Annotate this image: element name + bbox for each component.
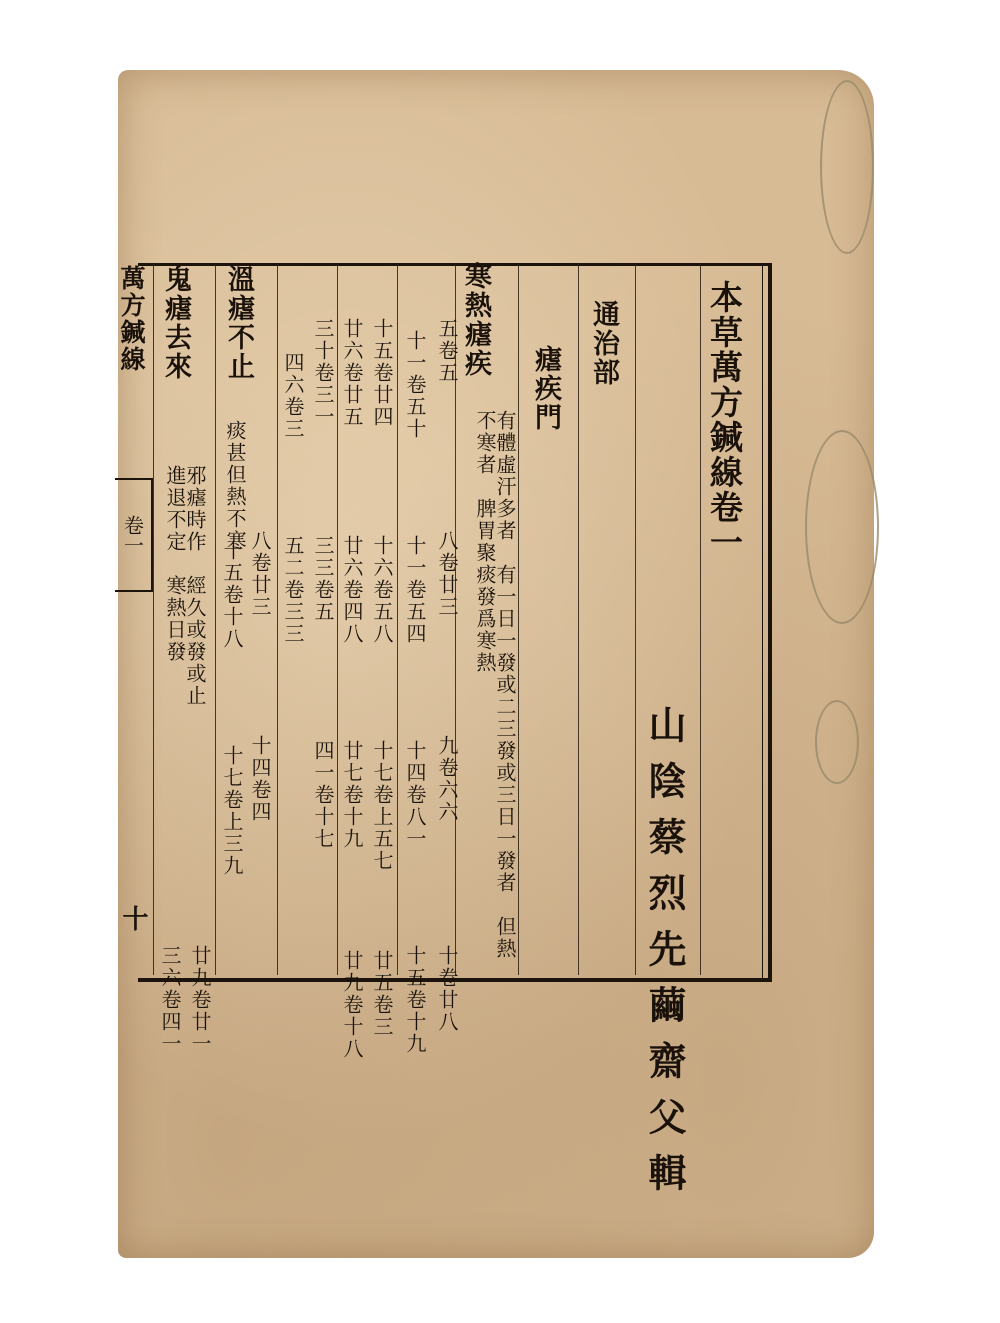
- binding-thread: [815, 700, 859, 784]
- entry-note: 有體虛汗多者 有一日一發或二三發或三日一發者 但熱不寒者 脾胃聚痰發爲寒熱: [473, 410, 517, 960]
- spine-title: 萬方鍼線: [117, 265, 146, 373]
- column-rule: [700, 263, 701, 975]
- reference-item: 十五卷廿四: [370, 318, 394, 428]
- column-rule: [215, 263, 216, 975]
- entry-note: 痰甚但熱不寒: [223, 420, 247, 552]
- reference-item: 廿六卷廿五: [340, 318, 364, 428]
- reference-item: 十四卷四: [248, 735, 272, 823]
- column-rule: [337, 263, 338, 975]
- reference-item: 十一卷五四: [403, 535, 427, 645]
- column-rule: [153, 263, 154, 975]
- page-number: 十: [118, 905, 148, 933]
- binding-thread: [805, 430, 879, 624]
- reference-item: 四一卷十七: [311, 740, 335, 850]
- column-rule: [578, 263, 579, 975]
- author-line: 山陰蔡烈先繭齋父輯: [642, 705, 687, 1209]
- chapter-heading: 瘧疾門: [530, 345, 561, 432]
- column-rule: [518, 263, 519, 975]
- reference-item: 廿七卷十九: [340, 740, 364, 850]
- reference-item: 三三卷五: [311, 535, 335, 623]
- reference-item: 五二卷三三: [281, 535, 305, 645]
- binding-thread: [820, 80, 874, 254]
- reference-item: 廿九卷廿一: [188, 945, 212, 1055]
- reference-item: 八卷廿三: [248, 530, 272, 618]
- reference-item: 八卷廿三: [435, 530, 459, 618]
- reference-item: 十六卷五八: [370, 535, 394, 645]
- reference-item: 十七卷上三九: [220, 745, 244, 877]
- reference-item: 九卷六六: [435, 735, 459, 823]
- reference-item: 三十卷三一: [311, 318, 335, 428]
- entry-heading: 寒熱瘧疾: [460, 262, 491, 378]
- spine-tab: 卷一: [115, 478, 153, 592]
- book-title: 本草萬方鍼線卷一: [705, 280, 744, 560]
- reference-item: 十一卷五十: [403, 330, 427, 440]
- reference-item: 十四卷八一: [403, 740, 427, 850]
- reference-item: 十卷廿八: [435, 945, 459, 1033]
- reference-item: 五卷五: [435, 318, 459, 384]
- reference-item: 十五卷十九: [403, 945, 427, 1055]
- column-rule: [277, 263, 278, 975]
- reference-item: 廿九卷十八: [340, 950, 364, 1060]
- reference-item: 三六卷四一: [158, 945, 182, 1055]
- reference-item: 十七卷上五七: [370, 740, 394, 872]
- entry-heading: 鬼瘧去來: [160, 265, 191, 381]
- reference-item: 十五卷十八: [220, 540, 244, 650]
- section-heading: 通治部: [588, 300, 619, 387]
- entry-heading: 溫瘧不止: [223, 265, 254, 381]
- column-rule: [635, 263, 636, 975]
- entry-note: 邪瘧時作 經久或發或止 進退不定 寒熱日發: [163, 465, 207, 729]
- column-rule: [397, 263, 398, 975]
- reference-item: 四六卷三: [281, 352, 305, 440]
- reference-item: 廿五卷三: [370, 950, 394, 1038]
- reference-item: 廿六卷四八: [340, 535, 364, 645]
